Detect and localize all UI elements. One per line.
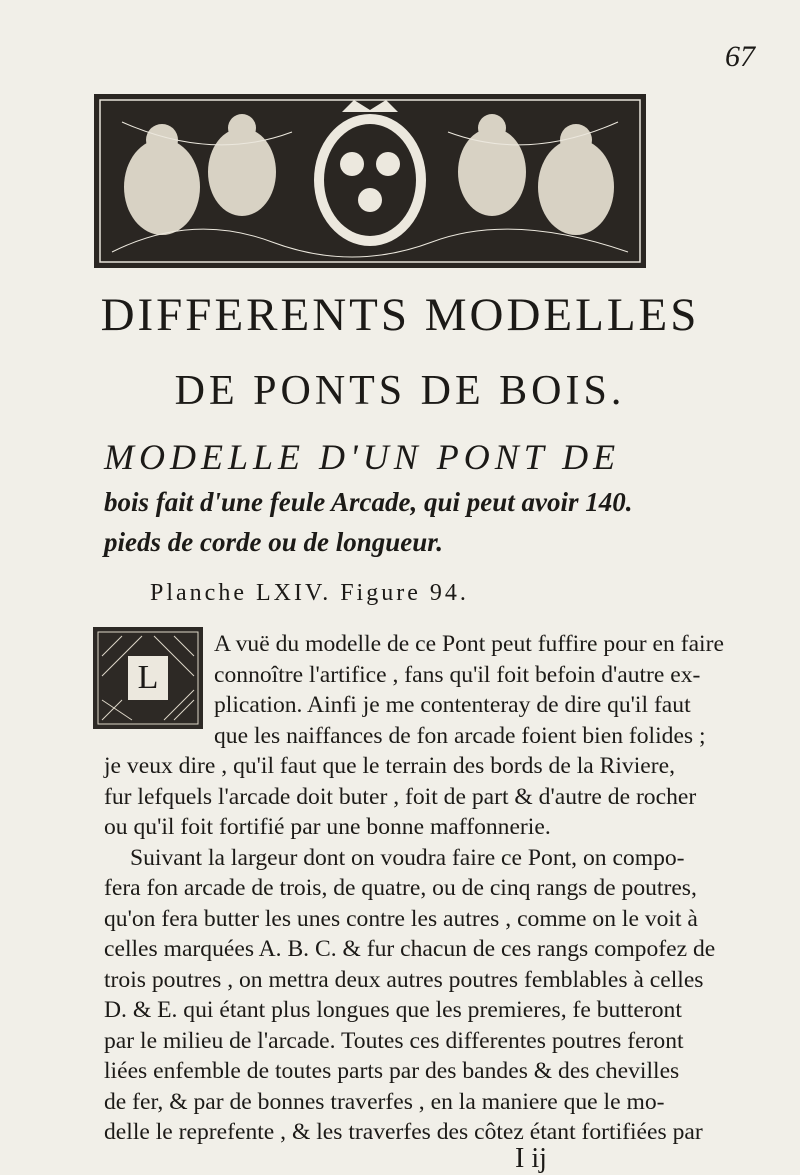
text-line: plication. Ainfi je me contenteray de dire qu'il faut xyxy=(214,692,691,718)
page-number: 67 xyxy=(725,40,755,73)
text-line: de fer, & par de bonnes traverfes , en la maniere que le mo- xyxy=(104,1088,665,1115)
model-subtitle xyxy=(104,482,744,562)
text-line: delle le reprefente , & les traverfes des côtez étant fortifiées par xyxy=(104,1119,703,1145)
text-line: Suivant la largeur dont on voudra faire ce Pont, on compo- xyxy=(130,844,685,871)
sub-heading: DE PONTS DE BOIS. xyxy=(174,368,626,414)
model-subtitle-line: bois fait d'une feule Arcade, qui peut avoir 140. xyxy=(104,487,633,517)
text-line: fur lefquels l'arcade doit buter , foit de part & d'autre de rocher xyxy=(104,783,697,810)
text-line: A vuë du modelle de ce Pont peut fuffire pour en faire xyxy=(214,631,724,657)
text-line: celles marquées A. B. C. & fur chacun de ces rangs compofez de xyxy=(104,936,716,962)
model-subtitle-line: pieds de corde ou de longueur. xyxy=(104,527,444,557)
text-line: liées enfemble de toutes parts par des bandes & des chevilles xyxy=(104,1058,680,1084)
text-line: connoître l'artifice , fans qu'il foit befoin d'autre ex- xyxy=(214,661,701,688)
text-line: je veux dire , qu'il faut que le terrain des bords de la Riviere, xyxy=(104,753,675,779)
text-line: D. & E. qui étant plus longues que les premieres, fe butteront xyxy=(104,997,682,1023)
text-line: par le milieu de l'arcade. Toutes ces differentes poutres feront xyxy=(104,1027,684,1054)
text-line: qu'on fera butter les unes contre les autres , comme on le voit à xyxy=(104,905,698,932)
decorated-initial-letter: L xyxy=(137,659,159,696)
text-line: ou qu'il foit fortifié par une bonne maffonnerie. xyxy=(104,814,551,840)
plate-figure-reference: Planche LXIV. Figure 94. xyxy=(150,580,469,606)
main-heading: DIFFERENTS MODELLES xyxy=(100,289,700,341)
ornamental-headpiece xyxy=(92,92,648,270)
text-line: fera fon arcade de trois, de quatre, ou de cinq rangs de poutres, xyxy=(104,875,697,901)
text-line: que les naiffances de fon arcade foient bien folides ; xyxy=(214,722,706,749)
decorated-initial xyxy=(92,626,204,730)
signature-mark: I ij xyxy=(515,1142,547,1174)
text-line: trois poutres , on mettra deux autres poutres femblables à celles xyxy=(104,966,704,993)
model-title: MODELLE D'UN PONT DE xyxy=(104,437,621,477)
